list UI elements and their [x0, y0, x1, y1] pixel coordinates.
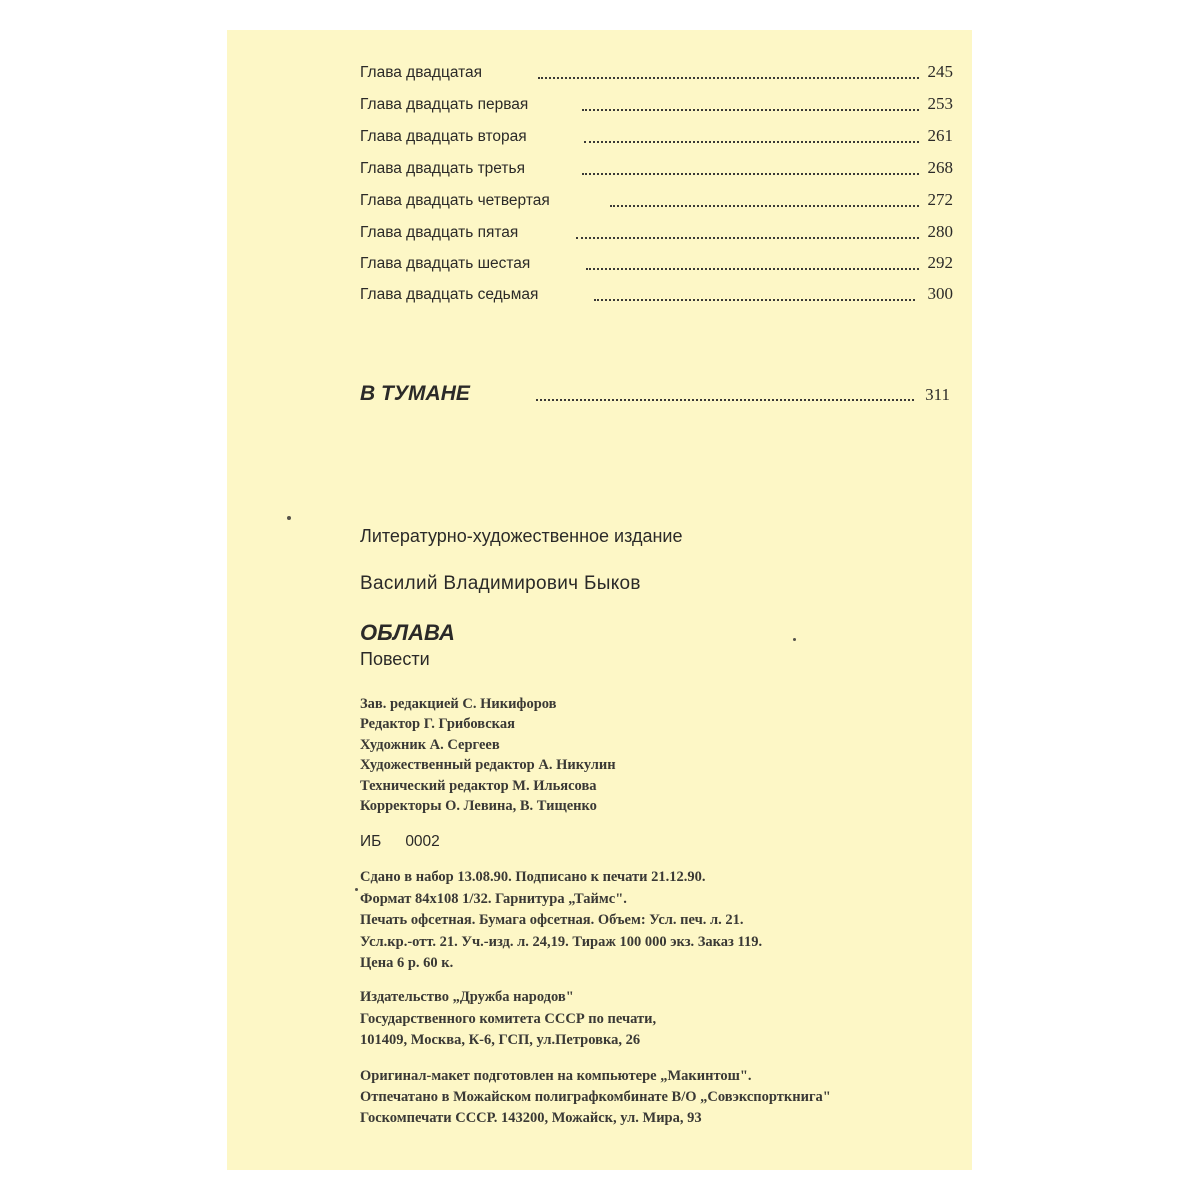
paper-speck [287, 516, 291, 520]
toc-entry-label: Глава двадцать пятая [360, 224, 519, 241]
ib-label: ИБ [360, 833, 382, 850]
publisher-line: 101409, Москва, К-6, ГСП, ул.Петровка, 26 [360, 1032, 641, 1048]
ib-value: 0002 [405, 833, 440, 850]
print-line: Усл.кр.-отт. 21. Уч.-изд. л. 24,19. Тираж 100 000 экз. Заказ 119. [360, 933, 763, 950]
book-subtitle: Повести [360, 649, 430, 669]
toc-entry-page: 245 [927, 62, 953, 81]
toc-entry-page: 300 [927, 284, 953, 303]
toc-leader-dots [610, 205, 919, 207]
toc-entry-label: Глава двадцать седьмая [360, 286, 539, 303]
publisher-info [360, 987, 656, 1052]
print-line: Печать офсетная. Бумага офсетная. Объем: Усл. печ. л. 21. [360, 912, 744, 928]
publisher-line: Издательство „Дружба народов" [360, 989, 574, 1005]
toc-entry-label: Глава двадцать третья [360, 160, 525, 177]
toc-entry-page: 253 [927, 94, 953, 113]
toc-entry-label: Глава двадцать вторая [360, 128, 527, 145]
paper-speck [793, 638, 796, 641]
toc-entry [360, 92, 953, 116]
print-line: Формат 84х108 1/32. Гарнитура „Таймс". [360, 890, 627, 907]
production-line: Госкомпечати СССР. 143200, Можайск, ул. Мира, 93 [360, 1110, 702, 1126]
toc-entry-label: Глава двадцать шестая [360, 255, 531, 272]
toc-leader-dots [576, 237, 919, 239]
credit-line: Художник А. Сергеев [360, 736, 500, 753]
toc-entry-label: Глава двадцатая [360, 64, 483, 81]
ib-number [360, 833, 440, 851]
toc-leader-dots [536, 399, 914, 401]
toc-section-page: 311 [925, 385, 950, 404]
toc-entry [360, 124, 953, 148]
editorial-credits [360, 694, 616, 816]
credit-line: Зав. редакцией С. Никифоров [360, 696, 557, 712]
paper-speck [355, 888, 358, 891]
toc-entry-label: Глава двадцать четвертая [360, 192, 550, 209]
production-line: Отпечатано в Можайском полиграфкомбинате В/О „Совэкспорткнига" [360, 1089, 831, 1105]
toc-entry [360, 282, 953, 306]
print-details [360, 867, 762, 975]
print-line: Сдано в набор 13.08.90. Подписано к печати 21.12.90. [360, 869, 706, 885]
toc-section-title: В ТУМАНЕ [360, 382, 470, 405]
price-line: Цена 6 р. 60 к. [360, 955, 454, 971]
publisher-line: Государственного комитета СССР по печати, [360, 1010, 657, 1027]
toc-leader-dots [586, 268, 919, 270]
toc-entry-page: 292 [927, 253, 953, 272]
edition-type: Литературно-художественное издание [360, 526, 683, 546]
toc-leader-dots [582, 109, 919, 111]
credit-line: Художественный редактор А. Никулин [360, 757, 616, 774]
author-name: Василий Владимирович Быков [360, 573, 641, 594]
credit-line: Технический редактор М. Ильясова [360, 777, 597, 794]
toc-entry-page: 272 [927, 190, 953, 209]
book-page [227, 30, 972, 1170]
toc-entry-page: 261 [927, 126, 953, 145]
production-line: Оригинал-макет подготовлен на компьютере „Макинтош". [360, 1068, 752, 1084]
credit-line: Редактор Г. Грибовская [360, 716, 515, 733]
toc-leader-dots [582, 173, 919, 175]
toc-entry [360, 188, 953, 212]
toc-leader-dots [594, 299, 915, 301]
toc-entry-page: 280 [927, 222, 953, 241]
toc-entry [360, 220, 953, 244]
book-title: ОБЛАВА [360, 620, 455, 645]
toc-entry [360, 251, 953, 275]
credit-line: Корректоры О. Левина, В. Тищенко [360, 798, 597, 815]
production-info [360, 1066, 831, 1129]
toc-entry [360, 156, 953, 180]
toc-entry-page: 268 [927, 158, 953, 177]
toc-entry-label: Глава двадцать первая [360, 96, 529, 113]
toc-entry [360, 60, 953, 84]
toc-leader-dots [538, 77, 919, 79]
toc-leader-dots [584, 141, 919, 143]
toc-section-entry [360, 376, 950, 408]
